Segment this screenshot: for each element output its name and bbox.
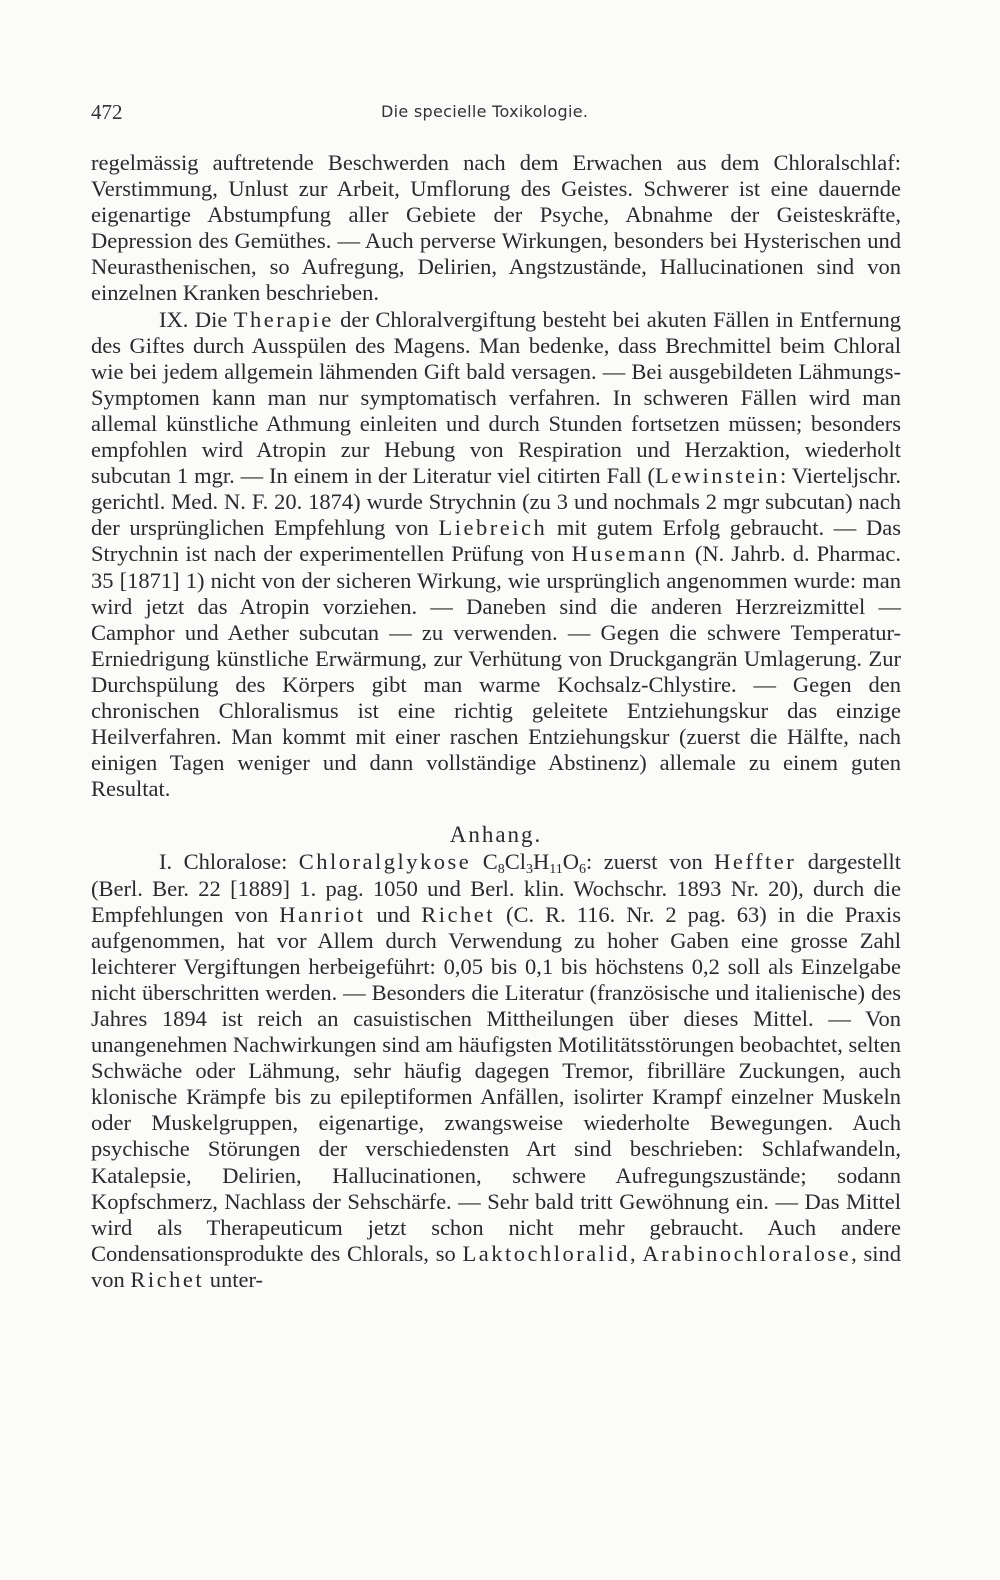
text-run: der Chloralvergiftung besteht bei akuten Fällen in Entfernung des Giftes durch Ausspülen des Magens. Man bedenke, dass Brechmittel beim Chloral wie bei jedem allgemein lähmenden Gift bald versagen. — Bei ausgebildeten Lähmungs-Symptomen kann man nur symptomatisch verfahren. In schweren Fällen wird man allemal künstliche Athmung einleiten und durch Stunden fortsetzen müssen; besonders empfohlen wird Atropin zur Hebung von Respiration und Herzaktion, wiederholt subcutan 1 mgr. — In einem in der Literatur viel citirten Fall ( [91, 306, 902, 489]
text-run: mit gutem Erfolg gebraucht. — Das Strychnin ist nach der experimentellen Prüfung von [91, 515, 902, 567]
text-run: : zuerst von [586, 849, 715, 875]
author-husemann: Husemann [571, 541, 688, 567]
author-lewinstein: Lewinstein [655, 463, 780, 489]
formula-element: H [533, 849, 550, 875]
formula-element: Cl [504, 849, 527, 875]
term-laktochloralid: Laktochloralid [462, 1240, 630, 1266]
paragraph-text: regelmässig auftretende Beschwerden nach dem Erwachen aus dem Chloralschlaf: Verstimmung, Unlust zur Arbeit, Umflorung des Geistes. Schwerer ist eine dauernde eigenartige Abstumpfung aller Gebiete der Psyche, Abnahme der Geisteskräfte, Depression des Gemüthes. — Auch perverse Wirkungen, besonders bei Hysterischen und Neurasthenischen, so Aufregung, Delirien, Angstzustände, Hallucinationen sind von einzelnen Kranken beschrieben. [91, 150, 901, 306]
section-heading-anhang: Anhang. [449, 822, 543, 848]
text-run: I. Chloralose: [159, 849, 299, 875]
page-number: 472 [91, 100, 123, 124]
paragraph-therapy [91, 307, 901, 803]
text-run: unter- [204, 1266, 264, 1292]
text-run: IX. Die [159, 306, 234, 332]
term-chloralglykose: Chloralglykose [298, 849, 472, 875]
author-hanriot: Hanriot [279, 901, 366, 927]
term-arabinochloralose: Arabinochloralose [642, 1240, 852, 1266]
term-therapie: Therapie [233, 306, 334, 332]
chemical-formula [482, 849, 587, 878]
running-title: Die specielle Toxikologie. [381, 102, 589, 121]
author-richet: Richet [421, 901, 495, 927]
text-run: , sind von [91, 1240, 901, 1292]
text-column [91, 150, 901, 1293]
formula-subscript: 8 [497, 862, 505, 878]
author-liebreich: Liebreich [438, 515, 548, 541]
formula-element: C [482, 849, 498, 875]
text-run: dargestellt (Berl. Ber. 22 [1889] 1. pag. 1050 und Berl. klin. Wochschr. 1893 Nr. 20), durch die Empfehlungen von [91, 849, 901, 927]
author-richet: Richet [130, 1266, 205, 1292]
paragraph-side-effects [91, 150, 901, 307]
text-run: , [629, 1240, 643, 1266]
text-run: und [365, 901, 422, 927]
paragraph-chloralose [91, 849, 901, 1293]
formula-subscript: 6 [579, 862, 587, 878]
author-heffter: Heffter [714, 849, 797, 875]
text-run: (N. Jahrb. d. Pharmac. 35 [1871] 1) nicht von der sicheren Wirkung, wie ursprünglich angenommen wurde: man wird jetzt das Atropin vorziehen. — Daneben sind die anderen Herzreizmittel — Camphor und Aether subcutan — zu verwenden. — Gegen die schwere Temperatur-Erniedrigung künstliche Erwärmung, zur Verhütung von Druckgangrän Umlagerung. Zur Durchspülung des Körpers gibt man warme Kochsalz-Chlystire. — Gegen den chronischen Chloralismus ist eine richtig geleitete Entziehungskur das einzige Heilverfahren. Man kommt mit einer raschen Entziehungskur (zuerst die Hälfte, nach einigen Tagen weniger und dann vollständige Abstinenz) allemale zu einem guten Resultat. [91, 541, 902, 802]
text-run: (C. R. 116. Nr. 2 pag. 63) in die Praxis aufgenommen, hat vor Allem durch Verwendung zu hoher Gaben eine grosse Zahl leichterer Vergiftungen herbeigeführt: 0,05 bis 0,1 bis höchstens 0,2 soll als Einzelgabe nicht überschritten werden. — Besonders die Literatur (französische und italienische) des Jahres 1894 ist reich an casuistischen Mittheilungen über dieses Mittel. — Von unangenehmen Nachwirkungen sind am häufigsten Motilitätsstörungen beobachtet, selten Schwäche oder Lähmung, sehr häufig dagegen Tremor, fibrilläre Zuckungen, auch klonische Krämpfe bis zu epileptiformen Anfällen, isolirter Krampf einzelner Muskeln oder Muskelgruppen, eigenartige, zwangsweise wiederholte Bewegungen. Auch psychische Störungen der verschiedensten Art sind beschrieben: Schlafwandeln, Katalepsie, Delirien, Hallucinationen, schwere Aufregungszustände; sodann Kopfschmerz, Nachlass der Sehschärfe. — Sehr bald tritt Gewöhnung ein. — Das Mittel wird als Therapeuticum jetzt schon nicht mehr gebraucht. Auch andere Condensationsprodukte des Chlorals, so [91, 901, 902, 1266]
formula-subscript: 11 [549, 862, 563, 878]
formula-element: O [562, 849, 580, 875]
formula-subscript: 3 [526, 862, 534, 878]
text-run: : Vierteljschr. gerichtl. Med. N. F. 20. 1874) wurde Strychnin (zu 3 und nochmals 2 mgr subcutan) nach der ursprünglichen Empfehlung von [91, 463, 902, 541]
